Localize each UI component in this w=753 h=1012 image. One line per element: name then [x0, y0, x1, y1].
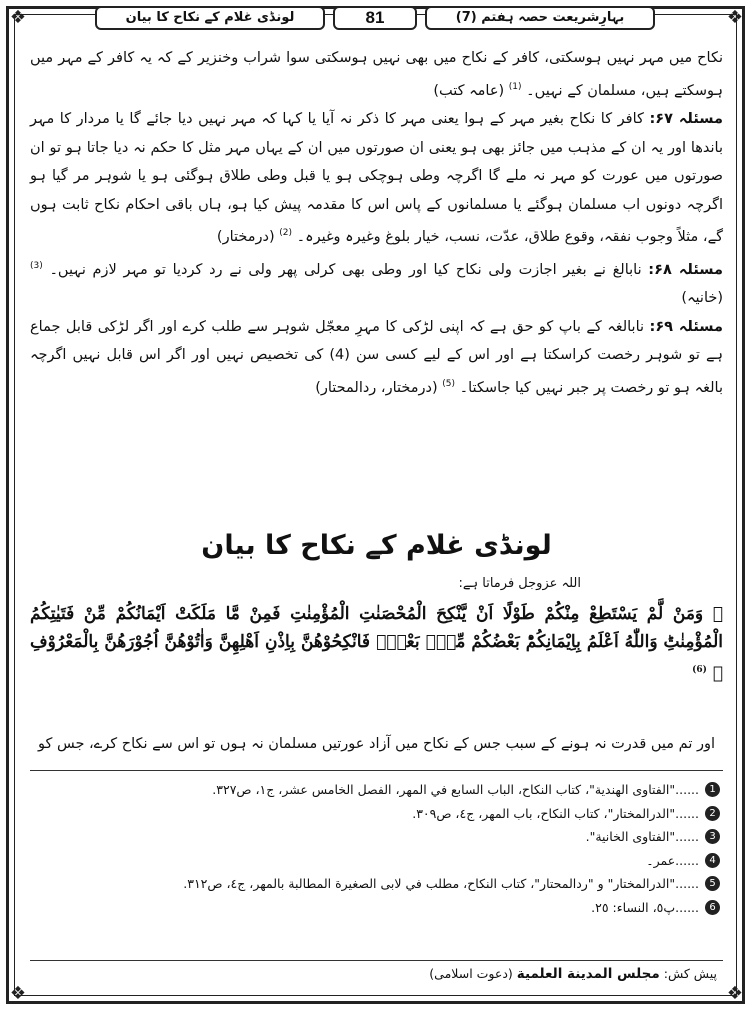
section-title: لونڈی غلام کے نکاح کا بیان — [201, 530, 552, 561]
masala-label: مسئلہ ۶۸: — [648, 261, 723, 278]
footnote-number: 6 — [705, 900, 720, 915]
chapter-title-header: لونڈی غلام کے نکاح کا بیان — [95, 6, 325, 30]
paragraph-text: نابالغہ کے باپ کو حق ہے کہ اپنی لڑکی کا مہرِ معجّل شوہر سے طلب کرے اور اگر لڑکی قابل جماع ہے تو شوہر رخصت کراسکتا ہے اور اس کے لیے کسی سن (4) کی تخصیص نہیں اور اگر اس قابل نہیں اگرچہ بالغہ ہو تو رخصت پر جبر نہیں کیا جاسکتا۔ — [30, 318, 723, 396]
source-citation: (درمختار) — [216, 229, 275, 246]
source-citation: (درمختار، ردالمحتار) — [315, 379, 438, 396]
corner-ornament-icon: ❖ — [9, 983, 27, 1004]
corner-ornament-icon: ❖ — [9, 7, 27, 28]
footnote-ref: (1) — [508, 81, 522, 92]
footnote-text: ......پ٥، النساء: ٢٥. — [591, 899, 699, 915]
page-number: 81 — [333, 6, 417, 30]
footnote-text: ......"الفتاوى الهندية"، كتاب النكاح، الباب السابع في المهر، الفصل الخامس عشر، ج١، ص٣٢٧. — [212, 782, 699, 797]
page-footer — [429, 966, 717, 982]
footnote-text: ......عمر۔ — [646, 852, 699, 868]
quran-intro: اللہ عزوجل فرماتا ہے: — [458, 576, 581, 591]
book-part-label: بہارِشریعت حصہ ہفتم (7) — [425, 6, 655, 30]
footnote-ref: (2) — [279, 228, 292, 239]
footnote-number: 3 — [705, 829, 720, 844]
footnote-text: ......"الفتاوى الخانية". — [585, 829, 699, 844]
footnote-number: 5 — [705, 876, 720, 891]
masala-label: مسئلہ ۶۹: — [649, 318, 723, 335]
footnote — [40, 849, 720, 873]
paragraph — [30, 44, 723, 105]
footnote-text: ......"الدرالمختار" و "ردالمحتار"، كتاب النكاح، مطلب في لابى الصغيرة المطالبة بالمهر، ج٤، ص٣١٢. — [183, 876, 699, 891]
main-text — [30, 44, 723, 402]
masala-paragraph — [30, 313, 723, 403]
masala-paragraph — [30, 105, 723, 252]
corner-ornament-icon: ❖ — [726, 7, 744, 28]
page-header — [95, 6, 655, 36]
corner-ornament-icon: ❖ — [726, 983, 744, 1004]
source-citation: (عامہ کتب) — [433, 82, 505, 99]
masala-label: مسئلہ ۶۷: — [649, 111, 723, 128]
paragraph-text: کافر کا نکاح بغیر مہر کے ہوا یعنی مہر کا ذکر نہ آیا یا کہا کہ مہر نہیں دیا جائے گا یا مردار کا مہر باندھا اور یہ ان کے مذہب میں جائز بھی ہو یعنی ان صورتوں میں ان کے یہاں مہر مثل کا حکم نہ دیا جاتا ہو تو ان صورتوں میں عورت کو مہر نہ ملے گا اگرچہ وطی ہوچکی ہو یا قبل وطی طلاق ہوگئی ہو یا شوہر مر گیا ہو اگرچہ دونوں اب مسلمان ہوگئے یا مسلمانوں کے پاس اس کا مقدمہ پیش کیا ہو، ہاں باقی احکام نکاح ثابت ہوں گے، مثلاً وجوب نفقہ، وقوع طلاق، عدّت، نسب، خیار بلوغ وغیرہ وغیرہ۔ — [30, 111, 723, 246]
footnote-ref: (5) — [442, 379, 456, 390]
quran-verse — [30, 600, 723, 688]
masala-paragraph — [30, 252, 723, 313]
footnote — [40, 825, 720, 849]
footnote-number: 4 — [705, 853, 720, 868]
paragraph-text: نکاح میں مہر نہیں ہوسکتی، کافر کے نکاح میں بھی نہیں ہوسکتی سوا شراب وخنزیر کے کہ یہ کافر کے مہر میں ہوسکتے ہیں، مسلمان کے نہیں۔ — [30, 50, 723, 99]
footnote-text: ......"الدرالمختار"، كتاب النكاح، باب المهر، ج٤، ص٣٠٩. — [412, 805, 699, 821]
footnote — [40, 896, 720, 920]
footnote — [40, 872, 720, 896]
footnote — [40, 802, 720, 826]
source-citation: (خانیہ) — [681, 290, 723, 307]
paragraph-text: نابالغ نے بغیر اجازت ولی نکاح کیا اور وطی بھی کرلی پھر ولی نے رد کردیا تو مہر لازم نہیں۔ — [49, 261, 642, 278]
publisher-name: مجلس المدينة العلمية — [516, 966, 660, 982]
quran-text: ﴿ وَمَنْ لَّمْ یَسْتَطِعْ مِنْكُمْ طَوْلًا اَنْ یَّنْكِحَ الْمُحْصَنٰتِ الْمُؤْمِنٰتِ فَمِنْ مَّا مَلَكَتْ اَیْمَانُكُمْ مِّنْ فَتَیٰتِكُمُ الْمُؤْمِنٰتِؕ وَاللّٰهُ اَعْلَمُ بِاِیْمَانِكُمْؕ بَعْضُكُمْ مِّنْۢ بَعْضٍۚ فَانْكِحُوْهُنَّ بِاِذْنِ اَهْلِهِنَّ وَاٰتُوْهُنَّ اُجُوْرَهُنَّ بِالْمَعْرُوْفِ ﴾ — [30, 604, 723, 684]
footnote-number: 1 — [705, 782, 720, 797]
footer-prefix: پیش کش: — [663, 966, 717, 981]
footnote-separator — [30, 770, 723, 771]
continuation-line: اور تم میں قدرت نہ ہونے کے سبب جس کے نکاح میں آزاد عورتیں مسلمان نہ ہوں تو اس سے نکاح کرے، جس کو — [37, 736, 716, 752]
footnote-ref: (3) — [30, 260, 43, 271]
footnote-ref: (6) — [692, 665, 707, 675]
footnotes — [40, 778, 720, 919]
organization-name: (دعوت اسلامی) — [429, 966, 513, 981]
footer-separator — [30, 960, 723, 961]
footnote-number: 2 — [705, 806, 720, 821]
footnote — [40, 778, 720, 802]
